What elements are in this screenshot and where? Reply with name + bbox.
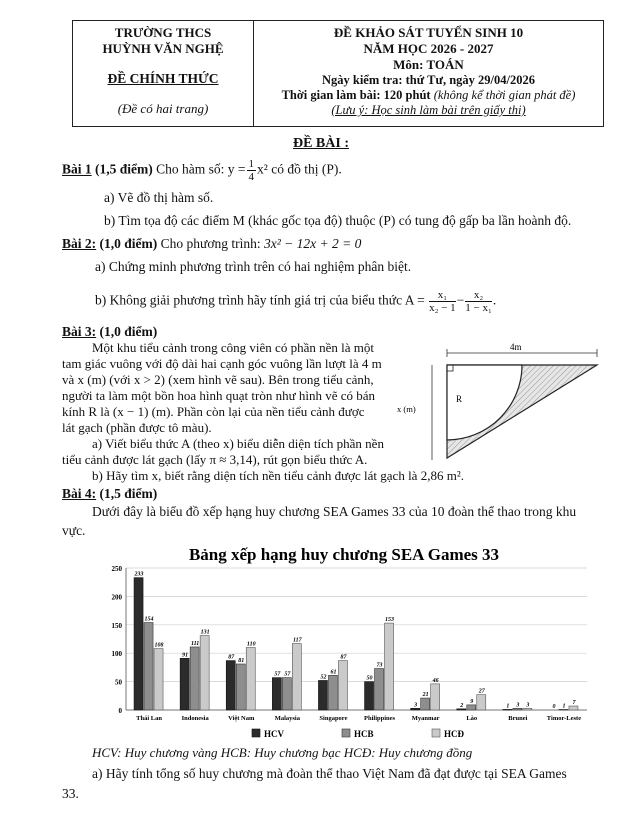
- bar-hcđ: [154, 649, 163, 710]
- x-tick-label: Singapore: [319, 715, 348, 722]
- q3-heading: Bài 3: (1,0 điểm): [62, 324, 158, 339]
- data-label: 108: [154, 642, 164, 649]
- header-box: [72, 20, 604, 127]
- bar-hcđ: [569, 706, 578, 710]
- bar-hcb: [236, 664, 245, 710]
- bar-hcđ: [338, 661, 347, 710]
- bar-hcb: [513, 708, 522, 710]
- bar-hcđ: [200, 636, 209, 710]
- medal-legend-text: HCV: Huy chương vàng HCB: Huy chương bạc HCĐ: Huy chương đồng: [92, 745, 473, 760]
- exam-date: Ngày kiểm tra: thứ Tư, ngày 29/04/2026: [321, 73, 536, 87]
- legend-swatch: [252, 729, 260, 737]
- x-tick-label: Myanmar: [411, 715, 440, 722]
- y-tick-label: 250: [111, 565, 122, 573]
- data-label: 153: [385, 617, 395, 624]
- bar-hcb: [328, 675, 337, 710]
- data-label: 3: [414, 702, 418, 709]
- data-label: 87: [228, 654, 235, 661]
- bar-hcv: [226, 661, 235, 710]
- data-label: 111: [190, 640, 200, 647]
- q2-part-b: b) Không giải phương trình hãy tính giá trị của biểu thức A = $\frac{\text{x₁}}{\text{x₂ − 1}}$ − $\frac{\text{x₂}}{\text{1 − x₁}}$ .: [95, 289, 497, 314]
- bar-hcv: [180, 658, 189, 710]
- data-label: 2: [460, 702, 464, 709]
- q2-statement: Bài 2: (1,0 điểm) Cho phương trình: 3x² − 12x + 2 = 0: [62, 236, 362, 251]
- data-label: 27: [478, 688, 485, 695]
- bar-hcb: [282, 678, 291, 710]
- data-label: 117: [293, 637, 302, 644]
- dim-label-4m: 4m: [510, 342, 522, 352]
- x-tick-label: Philippines: [364, 715, 396, 722]
- q4-line-2: vực.: [62, 523, 86, 538]
- q3-line-4: người ta làm một bồn hoa hình quạt tròn như hình vẽ có bán: [62, 388, 376, 403]
- data-label: 233: [134, 571, 144, 578]
- q1-fraction: $\frac{1}{4}$: [248, 158, 255, 183]
- q3-line-2: tam giác vuông với độ dài hai cạnh góc vuông lần lượt là 4 m: [62, 356, 382, 371]
- data-label: 50: [366, 675, 373, 682]
- exam-year: NĂM HỌC 2026 - 2027: [363, 41, 494, 56]
- data-label: 81: [238, 657, 245, 664]
- x-tick-label: Indonesia: [181, 715, 209, 722]
- x-tick-label: Việt Nam: [228, 715, 255, 722]
- bar-hcv: [272, 678, 281, 710]
- q3-line-1: Một khu tiểu cảnh trong công viên có phần nền là một: [92, 340, 374, 355]
- y-tick-label: 0: [118, 707, 122, 715]
- dim-label-x: x (m): [397, 404, 416, 414]
- x-tick-label: Thái Lan: [136, 715, 162, 722]
- bar-hcđ: [385, 623, 394, 710]
- data-label: 61: [330, 669, 337, 676]
- official-label: ĐỀ CHÍNH THỨC: [107, 71, 219, 86]
- bar-hcv: [503, 709, 512, 710]
- data-label: 110: [246, 641, 256, 648]
- q2-part-a: a) Chứng minh phương trình trên có hai nghiệm phân biệt.: [95, 259, 412, 274]
- data-label: 87: [340, 654, 347, 661]
- bar-hcb: [467, 705, 476, 710]
- exam-note: (Lưu ý: Học sinh làm bài trên giấy thi): [331, 103, 526, 117]
- header-left: [73, 21, 253, 117]
- legend-label: HCV: [264, 729, 284, 739]
- legend-label: HCĐ: [444, 729, 464, 739]
- q3-line-3: và x (m) (với x > 2) (xem hình vẽ sau). Bên trong tiểu cảnh,: [62, 372, 374, 387]
- data-label: 3: [516, 702, 520, 709]
- bar-hcv: [318, 680, 327, 710]
- x-tick-label: Brunei: [508, 715, 528, 722]
- chart-title: Bảng xếp hạng huy chương SEA Games 33: [188, 545, 500, 564]
- q4-heading: Bài 4: (1,5 điểm): [62, 486, 158, 501]
- y-tick-label: 50: [115, 678, 122, 687]
- x-tick-label: Malaysia: [274, 715, 300, 722]
- q3-line-7: a) Viết biểu thức A (theo x) biểu diễn diện tích phần nền: [92, 436, 384, 451]
- bar-hcb: [190, 647, 199, 710]
- y-tick-label: 100: [111, 650, 122, 659]
- data-label: 91: [182, 652, 189, 659]
- header-right: [254, 21, 603, 118]
- bar-hcđ: [477, 695, 486, 710]
- school-line1: TRƯỜNG THCS: [114, 25, 212, 40]
- bar-hcv: [365, 682, 374, 710]
- data-label: 57: [284, 671, 291, 678]
- bar-hcb: [421, 698, 430, 710]
- page-title: ĐỀ BÀI :: [292, 136, 349, 151]
- bar-hcb: [559, 709, 568, 710]
- bar-hcv: [457, 709, 466, 710]
- bar-hcv: [134, 578, 143, 710]
- pages-note: (Đề có hai trang): [117, 101, 209, 116]
- radius-label: R: [456, 394, 463, 404]
- q4-part-a: a) Hãy tính tổng số huy chương mà đoàn thể thao Việt Nam đã đạt được tại SEA Games: [92, 766, 567, 781]
- data-label: 46: [432, 677, 439, 684]
- medal-chart: [92, 538, 597, 743]
- y-tick-label: 200: [111, 593, 122, 602]
- q3-line-5: kính R là (x − 1) (m). Phần còn lại của nền tiểu cảnh được: [62, 404, 365, 419]
- bar-hcđ: [246, 648, 255, 710]
- data-label: 57: [274, 671, 281, 678]
- q2-fraction-1: $\frac{\text{x₁}}{\text{x₂ − 1}}$: [429, 289, 456, 314]
- data-label: 1: [562, 703, 566, 710]
- q1-statement: Bài 1 (1,5 điểm) Cho hàm số: y = $\frac{1}{4}$ x² có đồ thị (P).: [62, 158, 342, 183]
- bar-hcđ: [523, 708, 532, 710]
- data-label: 9: [470, 698, 474, 705]
- data-label: 1: [506, 703, 510, 710]
- q2-fraction-2: $\frac{\text{x₂}}{\text{1 − x₁}}$: [465, 289, 492, 314]
- exam-time: Thời gian làm bài: 120 phút (không kể thời gian phát đề): [281, 88, 576, 102]
- data-label: 21: [422, 692, 429, 699]
- bar-hcđ: [292, 644, 301, 710]
- data-label: 154: [144, 616, 154, 623]
- q1-part-a: a) Vẽ đồ thị hàm số.: [104, 190, 214, 205]
- data-label: 3: [526, 702, 530, 709]
- x-tick-label: Lào: [466, 715, 478, 722]
- q3-line-6: lát gạch (phần được tô màu).: [62, 420, 212, 435]
- q3-line-8: tiểu cảnh được lát gạch (lấy π ≈ 3,14), rút gọn biểu thức A.: [62, 452, 368, 467]
- bar-hcv: [411, 708, 420, 710]
- q1-part-b: b) Tìm tọa độ các điểm M (khác gốc tọa độ) thuộc (P) có tung độ gấp ba lần hoành độ.: [104, 213, 572, 228]
- data-label: 131: [200, 629, 210, 636]
- data-label: 7: [572, 700, 576, 707]
- q4-part-a-cont: 33.: [62, 786, 79, 801]
- q3-figure: [392, 340, 602, 465]
- bar-hcb: [144, 623, 153, 710]
- q4-line-1: Dưới đây là biểu đồ xếp hạng huy chương SEA Games 33 của 10 đoàn thể thao trong khu: [92, 504, 577, 519]
- exam-subject: Môn: TOÁN: [393, 57, 464, 72]
- exam-title: ĐỀ KHẢO SÁT TUYỂN SINH 10: [333, 25, 524, 40]
- bar-hcb: [375, 669, 384, 710]
- data-label: 52: [320, 674, 327, 681]
- data-label: 73: [376, 662, 383, 669]
- legend-label: HCB: [354, 729, 374, 739]
- legend-swatch: [342, 729, 350, 737]
- bar-hcđ: [431, 684, 440, 710]
- legend-swatch: [432, 729, 440, 737]
- data-label: 0: [552, 704, 556, 710]
- school-line2: HUỲNH VĂN NGHỆ: [102, 41, 224, 56]
- q3-line-9: b) Hãy tìm x, biết rằng diện tích nền tiểu cảnh được lát gạch là 2,86 m².: [92, 468, 464, 483]
- y-tick-label: 150: [111, 621, 122, 630]
- x-tick-label: Timor-Leste: [546, 715, 582, 722]
